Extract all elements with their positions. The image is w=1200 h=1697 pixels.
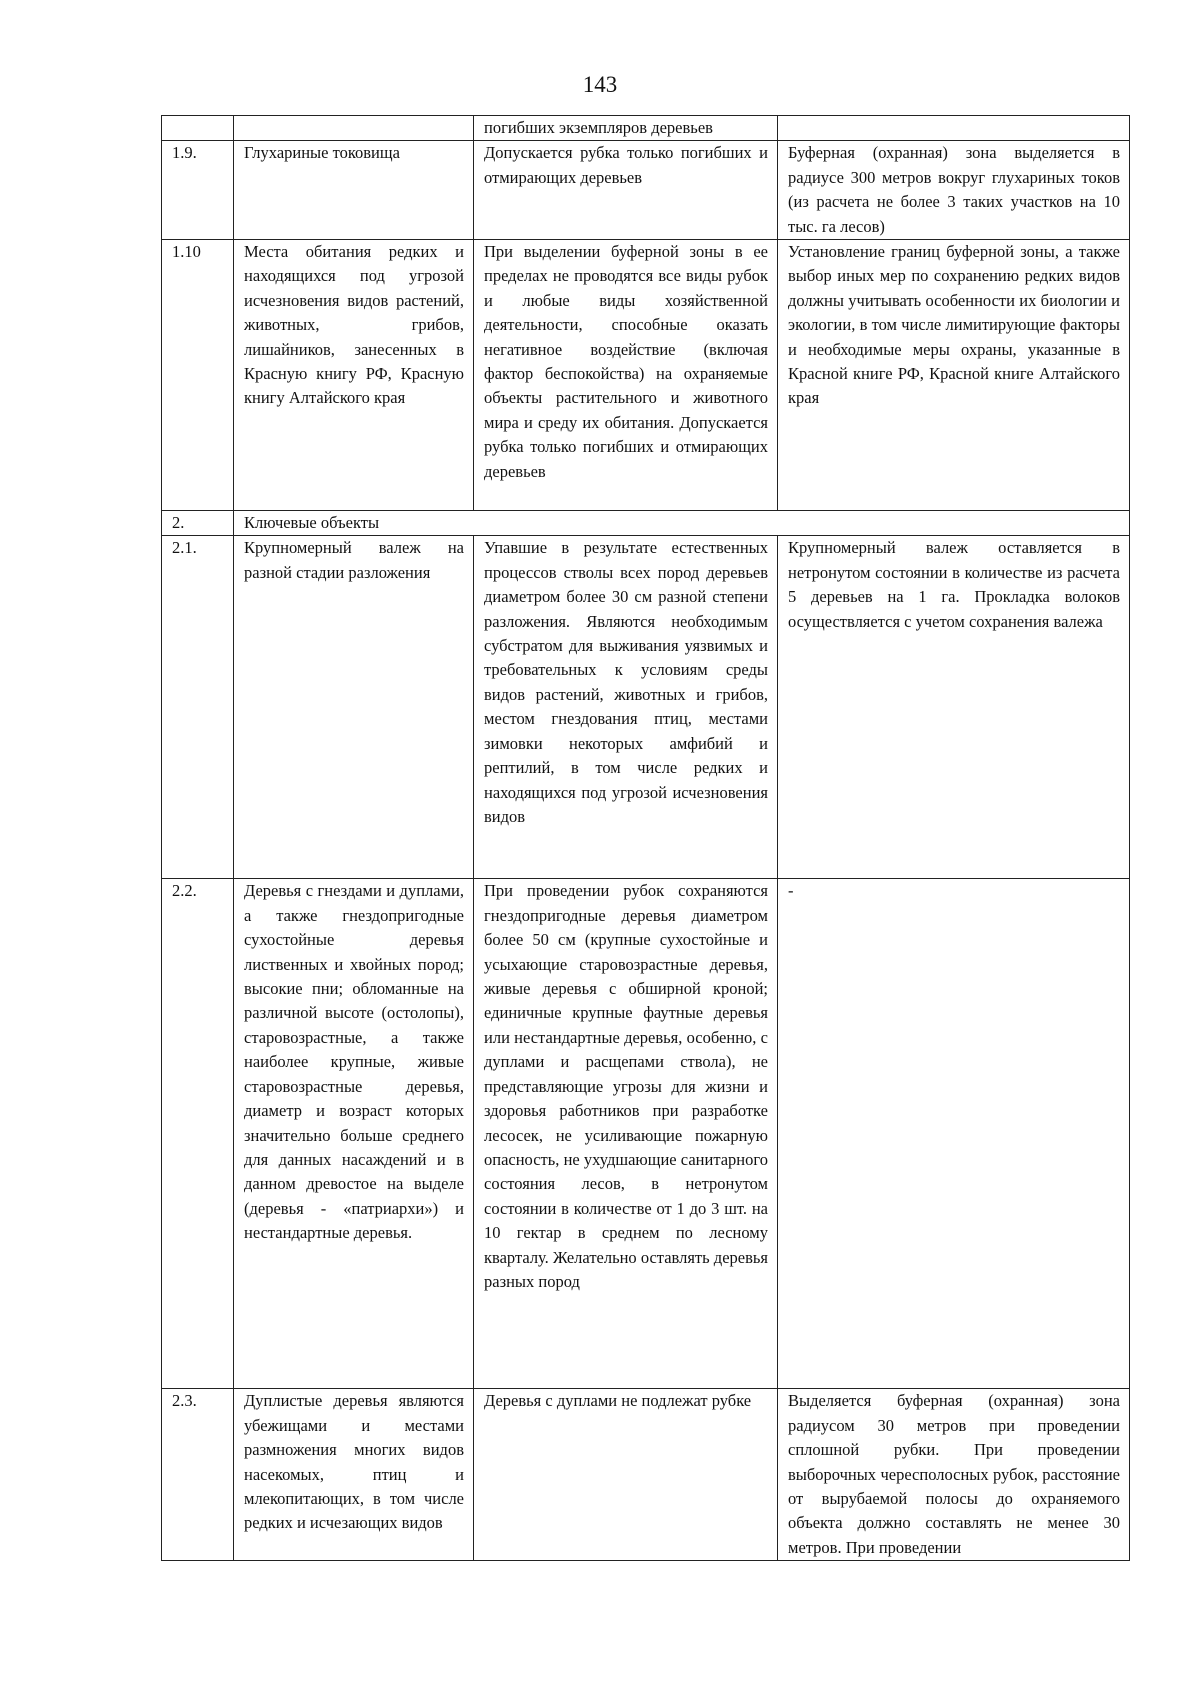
row-number-cell: 1.9. <box>162 141 234 240</box>
row-number-cell: 2. <box>162 511 234 536</box>
row-number-cell: 2.2. <box>162 879 234 1389</box>
table-row <box>162 116 1130 141</box>
requirement-cell: При выделении буферной зоны в ее пределах не проводятся все виды рубок и любые виды хозяйственной деятельности, способные оказать негативное воздействие (включая фактор беспокойства) на охраняемые объекты растительного и животного мира и среду их обитания. Допускается рубка только погибших и отмирающих деревьев <box>474 240 778 511</box>
note-cell <box>778 116 1130 141</box>
table-row <box>162 141 1130 240</box>
object-name-cell <box>234 116 474 141</box>
row-number-cell: 2.1. <box>162 536 234 879</box>
note-cell: Крупномерный валеж оставляется в нетронутом состоянии в количестве из расчета 5 деревьев на 1 га. Прокладка волоков осуществляется с учетом сохранения валежа <box>778 536 1130 879</box>
table-row <box>162 240 1130 511</box>
page-number: 143 <box>582 72 618 97</box>
note-cell: Буферная (охранная) зона выделяется в радиусе 300 метров вокруг глухариных токов (из расчета не более 3 таких участков на 10 тыс. га лесов) <box>778 141 1130 240</box>
note-cell: - <box>778 879 1130 1389</box>
requirement-cell: Деревья с дуплами не подлежат рубке <box>474 1389 778 1561</box>
document-table <box>161 115 1130 1561</box>
table-row <box>162 536 1130 879</box>
requirement-cell: Упавшие в результате естественных процессов стволы всех пород деревьев диаметром более 30 см разной степени разложения. Являются необходимым субстратом для выживания уязвимых и требовательных к условиям среды видов растений, животных и грибов, местом гнездования птиц, местами зимовки некоторых амфибий и рептилий, в том числе редких и находящихся под угрозой исчезновения видов <box>474 536 778 879</box>
note-cell: Выделяется буферная (охранная) зона радиусом 30 метров при проведении сплошной рубки. При проведении выборочных чересполосных рубок, расстояние от вырубаемой полосы до охраняемого объекта должно составлять не менее 30 метров. При проведении <box>778 1389 1130 1561</box>
object-name-cell: Места обитания редких и находящихся под угрозой исчезновения видов растений, животных, грибов, лишайников, занесенных в Красную книгу РФ, Красную книгу Алтайского края <box>234 240 474 511</box>
section-row <box>162 511 1130 536</box>
object-name-cell: Глухариные токовища <box>234 141 474 240</box>
row-number-cell: 1.10 <box>162 240 234 511</box>
section-title-cell: Ключевые объекты <box>234 511 1130 536</box>
requirement-cell: Допускается рубка только погибших и отмирающих деревьев <box>474 141 778 240</box>
row-number-cell <box>162 116 234 141</box>
requirement-cell: погибших экземпляров деревьев <box>474 116 778 141</box>
object-name-cell: Дуплистые деревья являются убежищами и местами размножения многих видов насекомых, птиц и млекопитающих, в том числе редких и исчезающих видов <box>234 1389 474 1561</box>
table-row <box>162 879 1130 1389</box>
note-cell: Установление границ буферной зоны, а также выбор иных мер по сохранению редких видов должны учитывать особенности их биологии и экологии, в том числе лимитирующие факторы и необходимые меры охраны, указанные в Красной книге РФ, Красной книге Алтайского края <box>778 240 1130 511</box>
table-row <box>162 1389 1130 1561</box>
object-name-cell: Крупномерный валеж на разной стадии разложения <box>234 536 474 879</box>
object-name-cell: Деревья с гнездами и дуплами, а также гнездопригодные сухостойные деревья лиственных и хвойных пород; высокие пни; обломанные на различной высоте (остолопы), старовозрастные, а также наиболее крупные, живые старовозрастные деревья, диаметр и возраст которых значительно больше среднего для данных насаждений и в данном древостое на выделе (деревья - «патриархи») и нестандартные деревья. <box>234 879 474 1389</box>
requirement-cell: При проведении рубок сохраняются гнездопригодные деревья диаметром более 50 см (крупные сухостойные и усыхающие старовозрастные деревья, живые деревья с обширной кроной; единичные крупные фаутные деревья или нестандартные деревья, особенно, с дуплами и расщепами ствола), не представляющие угрозы для жизни и здоровья работников при разработке лесосек, не усиливающие пожарную опасность, не ухудшающие санитарного состояния лесов, в нетронутом состоянии в количестве от 1 до 3 шт. на 10 гектар в среднем по лесному кварталу. Желательно оставлять деревья разных пород <box>474 879 778 1389</box>
row-number-cell: 2.3. <box>162 1389 234 1561</box>
